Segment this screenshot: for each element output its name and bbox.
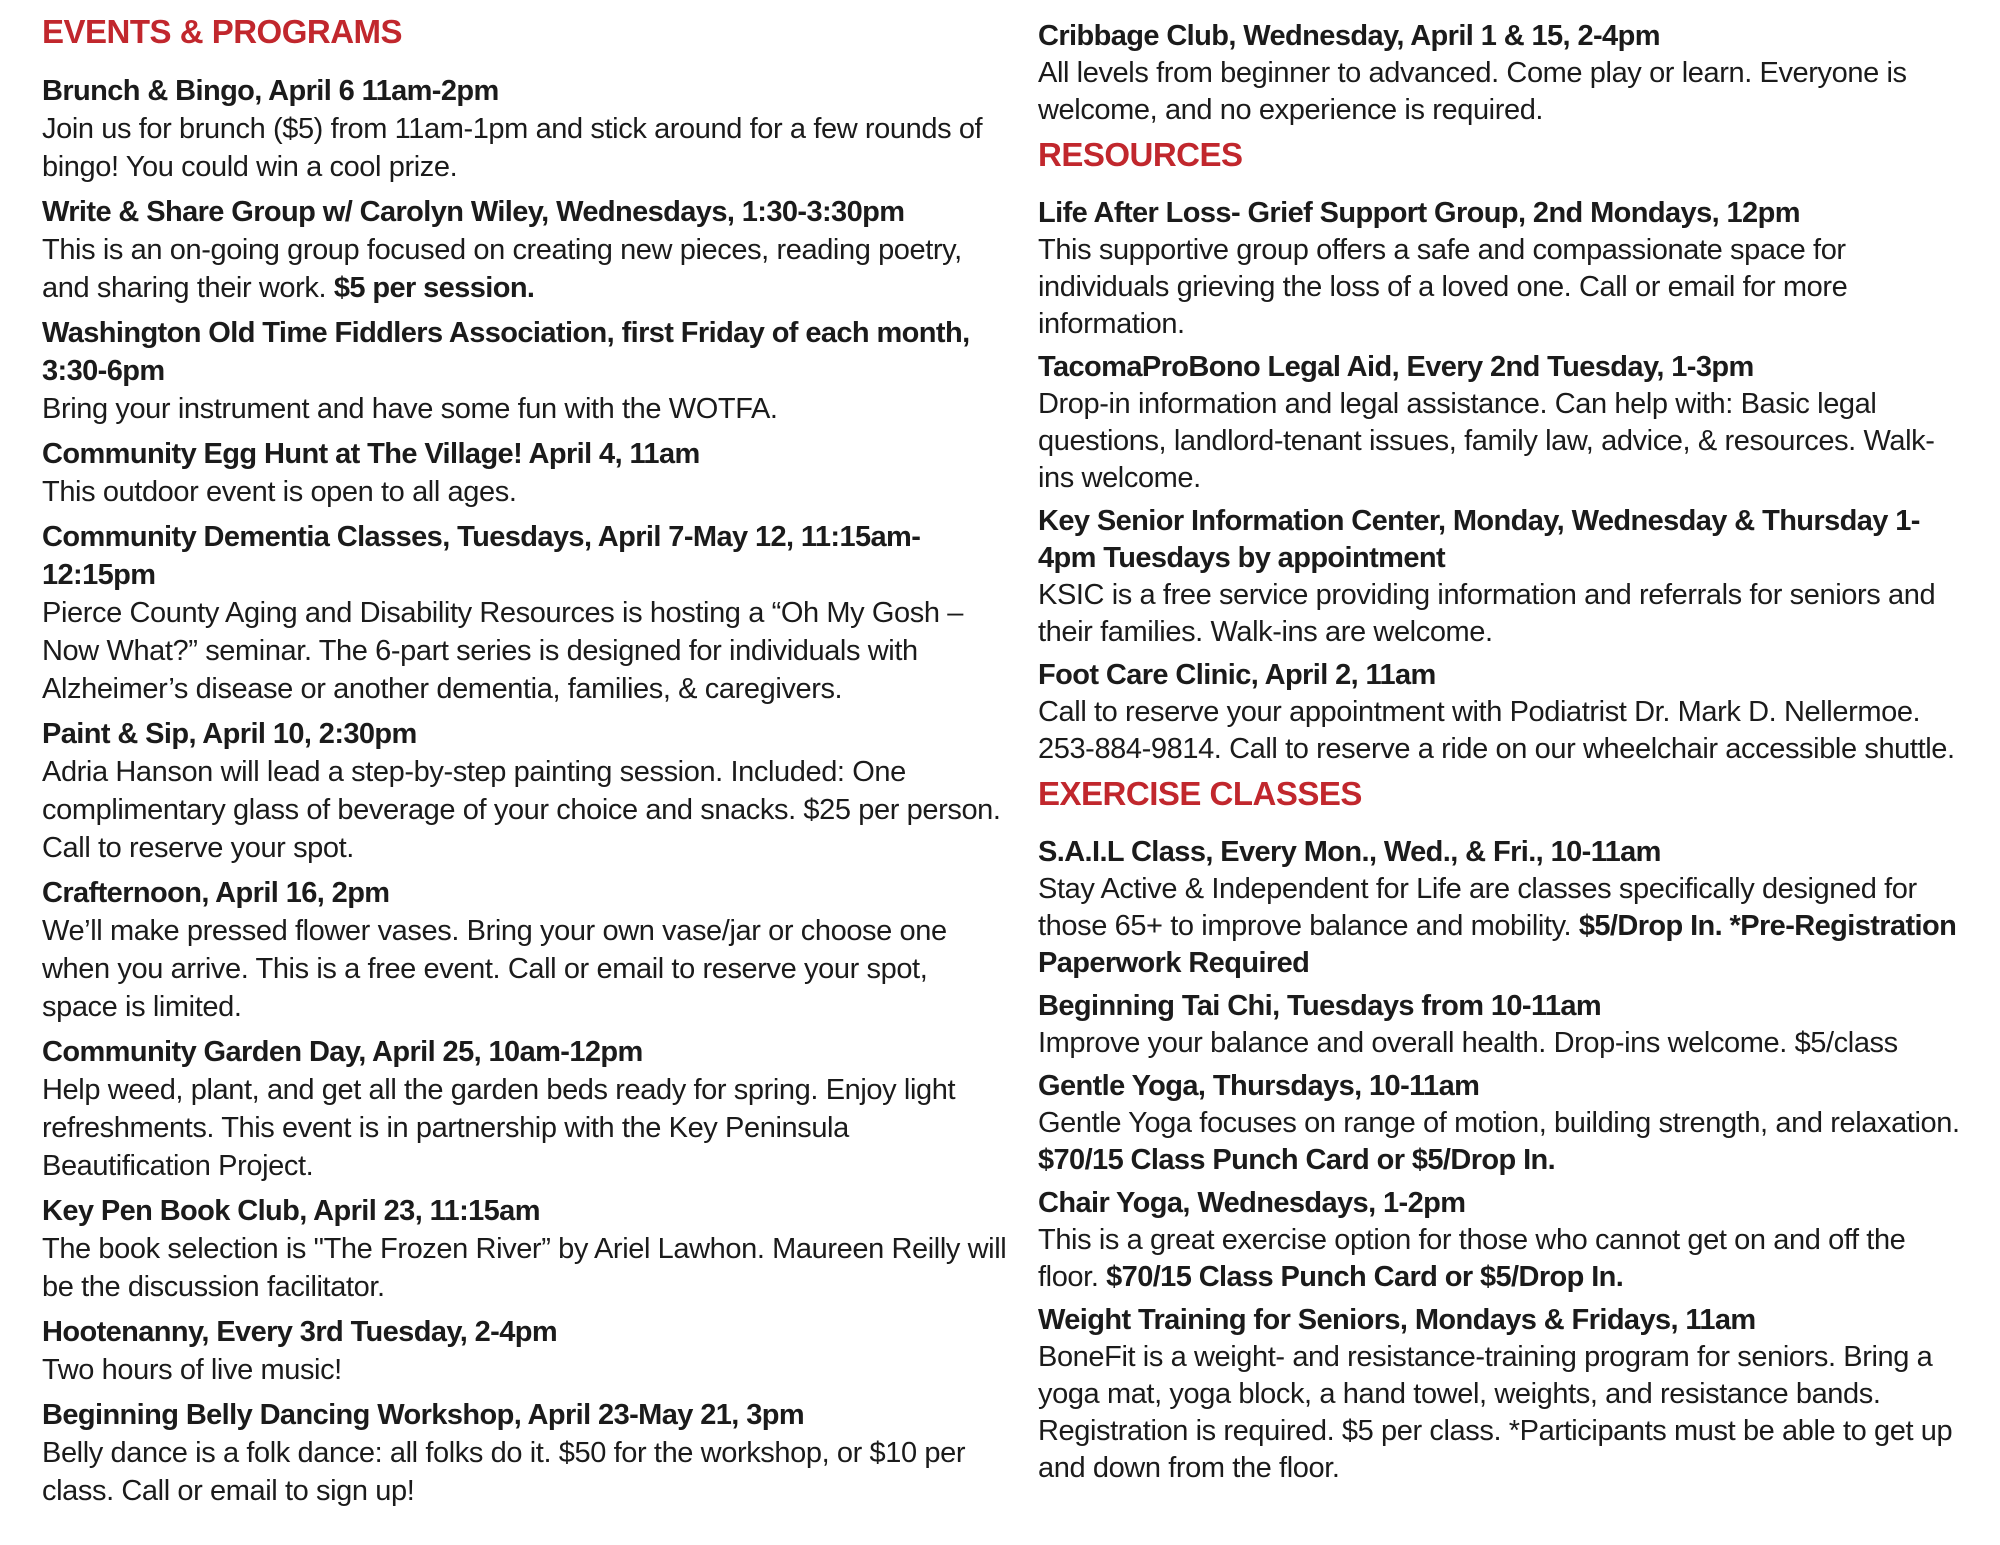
event-item: [42, 715, 1010, 867]
event-description: [42, 473, 1010, 511]
event-description: [42, 231, 1010, 307]
event-title: Foot Care Clinic, April 2, 11am: [1038, 659, 1436, 691]
event-body-text: Two hours of live music!: [42, 1354, 342, 1386]
event-body-text: Gentle Yoga focuses on range of motion, building strength, and relaxation.: [1038, 1107, 1960, 1139]
event-body-text: KSIC is a free service providing information and referrals for seniors and their families. Walk-ins are welcome.: [1038, 579, 1936, 648]
column-right: [1038, 10, 1970, 1545]
event-title: Weight Training for Seniors, Mondays & Fridays, 11am: [1038, 1304, 1756, 1336]
event-item: [1038, 1185, 1970, 1296]
event-item: [1038, 18, 1970, 129]
event-body-bold-text: $5 per session.: [333, 272, 535, 304]
event-title: Gentle Yoga, Thursdays, 10-11am: [1038, 1070, 1480, 1102]
event-body-bold-text: $70/15 Class Punch Card or $5/Drop In.: [1038, 1144, 1556, 1176]
event-item: [42, 72, 1010, 186]
event-description: [1038, 1025, 1970, 1062]
event-body-text: Stay Active & Independent for Life are classes specifically designed for those 65+ to improve balance and mobility.: [1038, 873, 1917, 942]
event-description: [42, 912, 1010, 1026]
event-body-text: Join us for brunch ($5) from 11am-1pm and stick around for a few rounds of bingo! You could win a cool prize.: [42, 113, 983, 183]
section-header: RESOURCES: [1038, 136, 1243, 173]
event-body-text: Help weed, plant, and get all the garden beds ready for spring. Enjoy light refreshments. This event is in partnership with the Key Peninsula Beautification Project.: [42, 1074, 956, 1182]
event-item: [42, 193, 1010, 307]
event-body-text: Call to reserve your appointment with Podiatrist Dr. Mark D. Nellermoe. 253-884-9814. Call to reserve a ride on our wheelchair accessible shuttle.: [1038, 696, 1955, 765]
event-body-text: Pierce County Aging and Disability Resources is hosting a “Oh My Gosh – Now What?” seminar. The 6-part series is designed for individuals with Alzheimer’s disease or another dementia, families, & caregivers.: [42, 597, 963, 705]
event-title: Community Egg Hunt at The Village! April 4, 11am: [42, 438, 700, 470]
event-title: Life After Loss- Grief Support Group, 2nd Mondays, 12pm: [1038, 197, 1800, 229]
event-item: [1038, 349, 1970, 497]
event-description: [1038, 55, 1970, 129]
event-body-text: All levels from beginner to advanced. Come play or learn. Everyone is welcome, and no experience is required.: [1038, 57, 1907, 126]
event-body-bold-text: $70/15 Class Punch Card or $5/Drop In.: [1106, 1261, 1624, 1293]
event-item: [1038, 988, 1970, 1062]
event-description: [42, 594, 1010, 708]
event-description: [1038, 871, 1970, 982]
event-description: [42, 1434, 1010, 1510]
event-item: [1038, 195, 1970, 343]
event-body-text: Bring your instrument and have some fun with the WOTFA.: [42, 393, 778, 425]
event-description: [42, 110, 1010, 186]
event-body-text: This outdoor event is open to all ages.: [42, 476, 517, 508]
event-title: Washington Old Time Fiddlers Association, first Friday of each month, 3:30-6pm: [42, 317, 970, 387]
event-description: [1038, 1105, 1970, 1179]
event-body-text: The book selection is "The Frozen River” by Ariel Lawhon. Maureen Reilly will be the discussion facilitator.: [42, 1233, 1007, 1303]
event-body-text: This is an on-going group focused on creating new pieces, reading poetry, and sharing their work.: [42, 234, 962, 304]
event-item: [42, 435, 1010, 511]
event-description: [1038, 232, 1970, 343]
event-item: [42, 1313, 1010, 1389]
event-title: Paint & Sip, April 10, 2:30pm: [42, 718, 417, 750]
event-body-text: We’ll make pressed flower vases. Bring your own vase/jar or choose one when you arrive. This is a free event. Call or email to reserve your spot, space is limited.: [42, 915, 947, 1023]
event-title: Write & Share Group w/ Carolyn Wiley, Wednesdays, 1:30-3:30pm: [42, 196, 905, 228]
event-description: [1038, 577, 1970, 651]
event-item: [1038, 1302, 1970, 1487]
event-description: [1038, 694, 1970, 768]
event-description: [1038, 386, 1970, 497]
event-item: [42, 1396, 1010, 1510]
event-title: Cribbage Club, Wednesday, April 1 & 15, 2-4pm: [1038, 20, 1660, 52]
event-title: Community Garden Day, April 25, 10am-12pm: [42, 1036, 643, 1068]
event-item: [42, 1033, 1010, 1185]
event-description: [42, 390, 1010, 428]
event-item: [1038, 657, 1970, 768]
event-item: [1038, 1068, 1970, 1179]
event-item: [1038, 834, 1970, 982]
event-title: Hootenanny, Every 3rd Tuesday, 2-4pm: [42, 1316, 558, 1348]
event-body-text: Improve your balance and overall health. Drop-ins welcome. $5/class: [1038, 1027, 1898, 1059]
event-title: Beginning Belly Dancing Workshop, April 23-May 21, 3pm: [42, 1399, 805, 1431]
event-body-text: Drop-in information and legal assistance. Can help with: Basic legal questions, landlord-tenant issues, family law, advice, & resources. Walk-ins welcome.: [1038, 388, 1935, 494]
event-title: Brunch & Bingo, April 6 11am-2pm: [42, 75, 499, 107]
event-item: [42, 1192, 1010, 1306]
event-title: Crafternoon, April 16, 2pm: [42, 877, 390, 909]
event-title: S.A.I.L Class, Every Mon., Wed., & Fri., 10-11am: [1038, 836, 1661, 868]
event-body-bold-text: $5/Drop In. *Pre-Registration Paperwork Required: [1038, 910, 1957, 979]
column-left: [42, 10, 1010, 1545]
event-title: TacomaProBono Legal Aid, Every 2nd Tuesday, 1-3pm: [1038, 351, 1754, 383]
event-description: [42, 1351, 1010, 1389]
event-body-text: Adria Hanson will lead a step-by-step painting session. Included: One complimentary glass of beverage of your choice and snacks. $25 per person. Call to reserve your spot.: [42, 756, 1001, 864]
event-description: [42, 1230, 1010, 1306]
event-body-text: This is a great exercise option for those who cannot get on and off the floor.: [1038, 1224, 1906, 1293]
event-body-text: BoneFit is a weight- and resistance-training program for seniors. Bring a yoga mat, yoga block, a hand towel, weights, and resistance bands. Registration is required. $5 per class. *Participants must be able to get up and down from the floor.: [1038, 1341, 1953, 1484]
event-title: Key Pen Book Club, April 23, 11:15am: [42, 1195, 540, 1227]
event-body-text: Belly dance is a folk dance: all folks do it. $50 for the workshop, or $10 per class. Call or email to sign up!: [42, 1437, 966, 1507]
event-title: Beginning Tai Chi, Tuesdays from 10-11am: [1038, 990, 1602, 1022]
section-header: EXERCISE CLASSES: [1038, 775, 1362, 812]
event-item: [1038, 503, 1970, 651]
event-title: Key Senior Information Center, Monday, Wednesday & Thursday 1-4pm Tuesdays by appointment: [1038, 505, 1920, 574]
event-title: Community Dementia Classes, Tuesdays, April 7-May 12, 11:15am- 12:15pm: [42, 521, 921, 591]
event-item: [42, 518, 1010, 708]
event-description: [42, 753, 1010, 867]
event-title: Chair Yoga, Wednesdays, 1-2pm: [1038, 1187, 1466, 1219]
event-body-text: This supportive group offers a safe and compassionate space for individuals grieving the loss of a loved one. Call or email for more information.: [1038, 234, 1848, 340]
event-description: [42, 1071, 1010, 1185]
event-item: [42, 874, 1010, 1026]
event-description: [1038, 1222, 1970, 1296]
event-description: [1038, 1339, 1970, 1487]
section-header: EVENTS & PROGRAMS: [42, 13, 403, 50]
event-item: [42, 314, 1010, 428]
